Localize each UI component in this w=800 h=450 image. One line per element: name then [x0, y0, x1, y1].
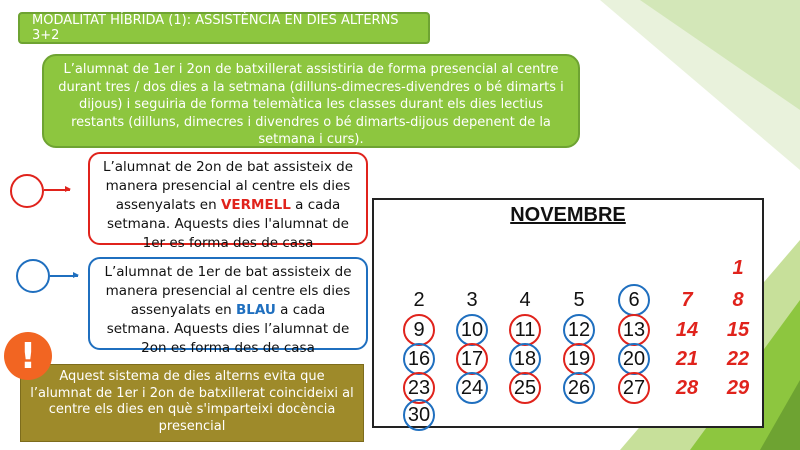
calendar-day: 14	[675, 319, 699, 341]
calendar-day: 9	[413, 319, 425, 341]
calendar-day: 12	[567, 319, 591, 341]
calendar-day: 4	[519, 289, 531, 311]
calendar-day: 5	[573, 289, 585, 311]
calendar-day: 17	[460, 348, 484, 370]
note-text: Aquest sistema de dies alterns evita que l’alumnat de 1er i 2on de batxillerat coincideixi al centre els dies en què s'imparteixi docència presencial	[30, 369, 354, 434]
red-legend-text-end: a cada setmana. Aquests dies l'alumnat de 1er es forma des de casa	[107, 197, 349, 251]
calendar-day: 23	[407, 377, 431, 399]
arrow-right-icon	[44, 189, 70, 191]
calendar-day: 10	[460, 319, 484, 341]
blue-legend-text-start: L’alumnat de 1er de bat assisteix de manera presencial al centre els dies assenyalats en	[104, 264, 352, 318]
calendar-day: 18	[513, 348, 537, 370]
calendar-day: 1	[732, 257, 744, 279]
blue-legend-text-end: a cada setmana. Aquests dies l’alumnat de 2on es forma des de casa	[106, 302, 350, 356]
calendar-day: 30	[407, 404, 431, 426]
calendar-day: 8	[732, 289, 744, 311]
calendar-day: 26	[567, 377, 591, 399]
calendar-day: 7	[681, 289, 693, 311]
red-circle-icon	[10, 174, 44, 208]
calendar-day: 22	[726, 348, 750, 370]
calendar-day: 13	[622, 319, 646, 341]
warning-icon: !	[4, 332, 52, 380]
calendar-day: 29	[726, 377, 750, 399]
calendar-day: 16	[407, 348, 431, 370]
calendar-day: 28	[675, 377, 699, 399]
calendar-day: 21	[675, 348, 699, 370]
calendar-day: 25	[513, 377, 537, 399]
calendar-day: 11	[514, 319, 536, 341]
calendar-day: 2	[413, 289, 425, 311]
red-keyword: VERMELL	[220, 197, 291, 213]
calendar-day: 19	[567, 348, 591, 370]
intro-text: L’alumnat de 1er i 2on de batxillerat assistiria de forma presencial al centre durant tres / dos dies a la setmana (dilluns-dimecres-divendres o bé dimarts i dijous) i seguiria de forma telemàtica les classes durant els dies lectius restants (dilluns, dimecres i divendres o bé dimarts-dijous depenent de la setmana i curs).	[42, 54, 580, 148]
arrow-right-icon	[50, 275, 78, 277]
red-legend-text-start: L’alumnat de 2on de bat assisteix de manera presencial al centre els dies assenyalats en	[102, 159, 354, 213]
red-legend-box	[88, 152, 368, 251]
calendar-day: 20	[622, 348, 646, 370]
calendar-day: 3	[466, 289, 478, 311]
calendar-day: 27	[622, 377, 646, 399]
calendar-day: 15	[726, 319, 750, 341]
page-title: MODALITAT HÍBRIDA (1): ASSISTÈNCIA EN DIES ALTERNS 3+2	[18, 12, 430, 44]
calendar-day: 24	[460, 377, 484, 399]
calendar-day: 6	[628, 289, 640, 311]
calendar	[372, 198, 764, 428]
blue-circle-icon	[16, 259, 50, 293]
blue-legend-box	[88, 257, 368, 356]
note-box	[20, 364, 364, 442]
calendar-title: NOVEMBRE	[510, 204, 626, 226]
blue-keyword: BLAU	[235, 302, 276, 318]
